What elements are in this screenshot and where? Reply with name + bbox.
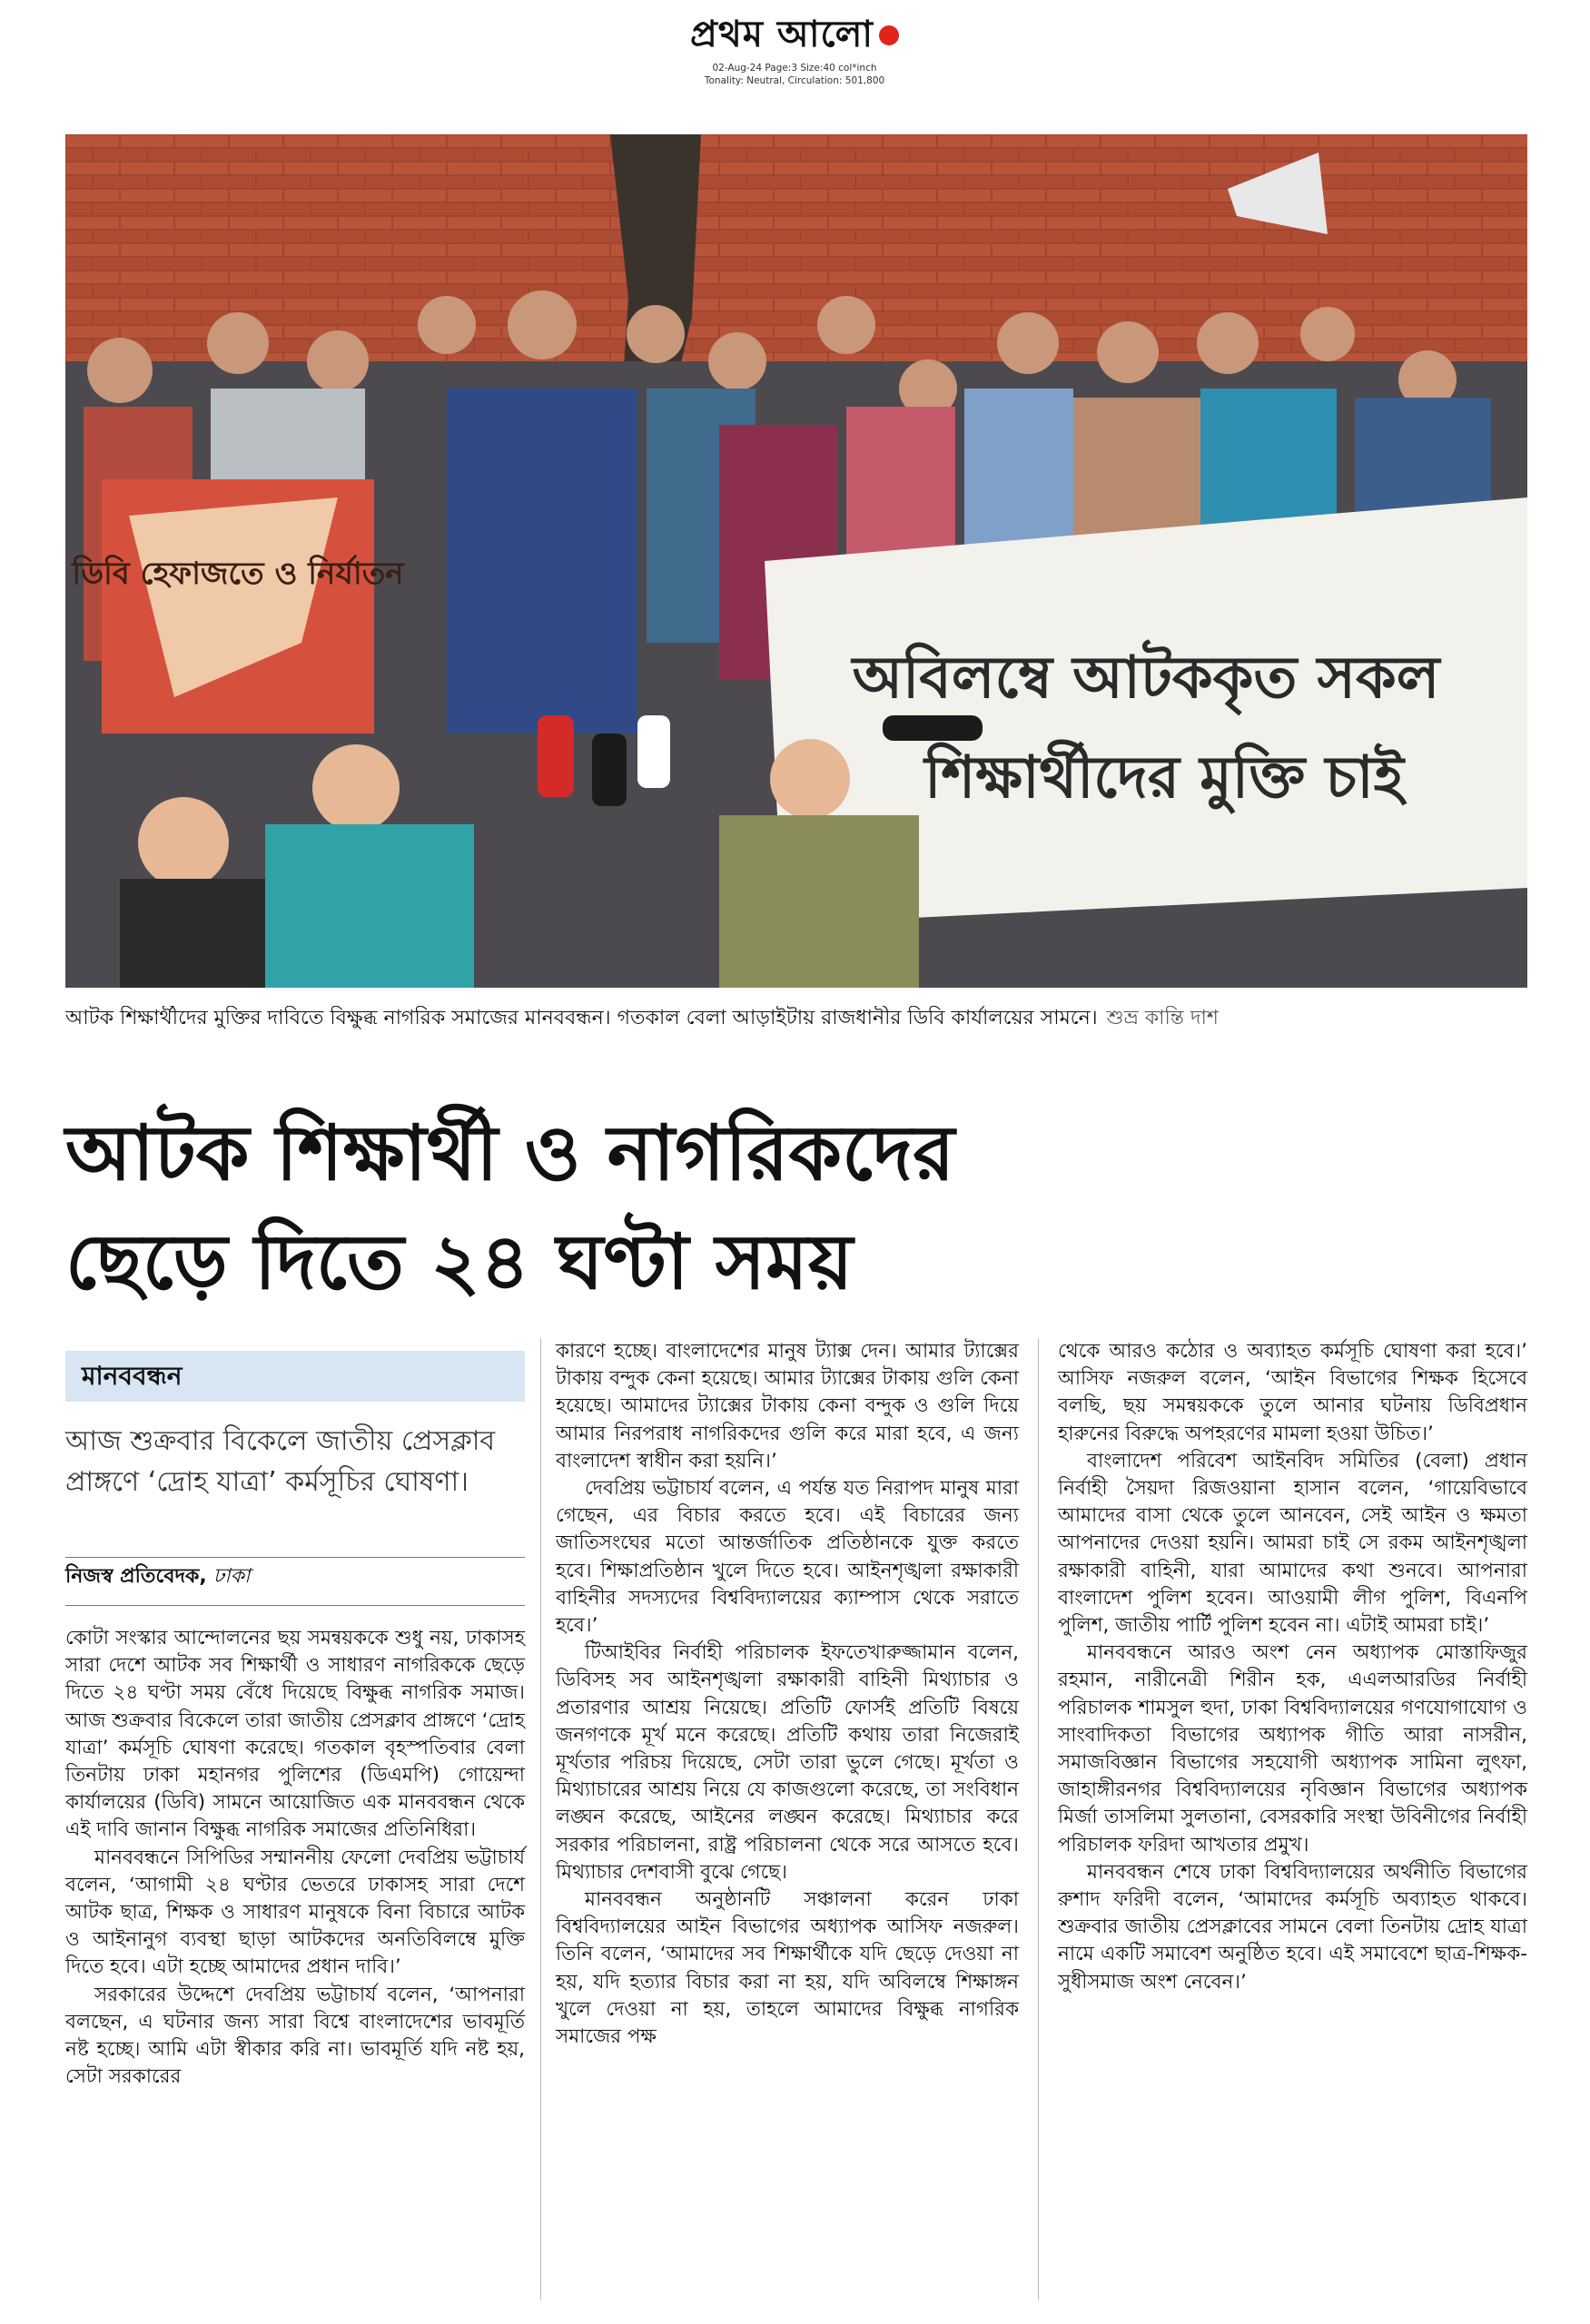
masthead: [0, 0, 1590, 109]
logo-text: প্রথম আলো: [689, 12, 874, 55]
article-intro: আজ শুক্রবার বিকেলে জাতীয় প্রেসক্লাব প্রাঙ্গণে ‘দ্রোহ যাত্রা’ কর্মসূচির ঘোষণা।: [65, 1425, 496, 1498]
photo-caption: [65, 1006, 1527, 1031]
paragraph: সরকারের উদ্দেশে দেবপ্রিয় ভট্টাচার্য বলেন, ‘আপনারা বলছেন, এ ঘটনার জন্য সারা বিশ্বে বাংলাদেশের ভাবমূর্তি নষ্ট হচ্ছে। আমি এটা স্বীকার করি না। ভাবমূর্তি যদি নষ্ট হয়, সেটা সরকারের: [65, 1983, 525, 2089]
paragraph: কোটা সংস্কার আন্দোলনের ছয় সমন্বয়ককে শুধু নয়, ঢাকাসহ সারা দেশে আটক সব শিক্ষার্থী ও সাধারণ নাগরিককে ছেড়ে দিতে ২৪ ঘণ্টা সময় বেঁধে দিয়েছে বিক্ষুব্ধ নাগরিক সমাজ। আজ শুক্রবার বিকেলে তারা জাতীয় প্রেসক্লাব প্রাঙ্গণে ‘দ্রোহ যাত্রা’ কর্মসূচি ঘোষণা করেছে। গতকাল বৃহস্পতিবার বেলা তিনটায় ঢাকা মহানগর পুলিশের (ডিএমপি) গোয়েন্দা কার্যালয়ের (ডিবি) সামনে আয়োজিত এক মানববন্ধন থেকে এই দাবি জানান বিক্ষুব্ধ নাগরিক সমাজের প্রতিনিধিরা।: [65, 1627, 525, 1842]
article-column-2: [556, 1338, 1019, 2051]
protest-photo-illustration: [65, 134, 1527, 988]
divider: [65, 1557, 525, 1558]
headline-line-2: ছেড়ে দিতে ২৪ ঘণ্টা সময়: [65, 1216, 854, 1306]
meta-line-1: 02-Aug-24 Page:3 Size:40 col*inch: [712, 63, 877, 74]
paragraph: কারণে হচ্ছে। বাংলাদেশের মানুষ ট্যাক্স দেন। আমার ট্যাক্সের টাকায় বন্দুক কেনা হয়েছে। আমার ট্যাক্সের টাকায় গুলি কেনা হয়েছে। আমাদের ট্যাক্সের টাকায় কেনা বন্দুক ও গুলি দিয়ে আমার নিরপরাধ নাগরিকদের গুলি করে মারা হবে, এ জন্য বাংলাদেশ স্বাধীন করা হয়নি।’: [556, 1340, 1019, 1472]
caption-text: আটক শিক্ষার্থীদের মুক্তির দাবিতে বিক্ষুব্ধ নাগরিক সমাজের মানববন্ধন। গতকাল বেলা আড়াইটায় রাজধানীর ডিবি কার্যালয়ের সামনে।: [65, 1007, 1098, 1029]
left-banner: [71, 479, 405, 734]
section-tag: মানববন্ধন: [65, 1351, 525, 1402]
paragraph: মানববন্ধন শেষে ঢাকা বিশ্ববিদ্যালয়ের অর্থনীতি বিভাগের রুশাদ ফরিদী বলেন, ‘আমাদের কর্মসূচি অব্যাহত থাকবে। শুক্রবার জাতীয় প্রেসক্লাবের সামনে বেলা তিনটায় দ্রোহ যাত্রা নামে একটি সমাবেশ অনুষ্ঠিত হবে। এই সমাবেশে ছাত্র-শিক্ষক-সুধীসমাজ অংশ নেবেন।’: [1058, 1860, 1527, 1994]
right-banner-line-1: অবিলম্বে আটককৃত সকল: [852, 645, 1440, 712]
article-column-1: [65, 1625, 525, 2091]
paragraph: মানববন্ধনে আরও অংশ নেন অধ্যাপক মোস্তাফিজুর রহমান, নারীনেত্রী শিরীন হক, এএলআরডির নির্বাহী পরিচালক শামসুল হুদা, ঢাকা বিশ্ববিদ্যালয়ের গণযোগাযোগ ও সাংবাদিকতা বিভাগের অধ্যাপক গীতি আরা নাসরীন, সমাজবিজ্ঞান বিভাগের সহযোগী অধ্যাপক সামিনা লুৎফা, জাহাঙ্গীরনগর বিশ্ববিদ্যালয়ের নৃবিজ্ঞান বিভাগের অধ্যাপক মির্জা তাসলিমা সুলতানা, বেসরকারি সংস্থা উবিনীগের নির্বাহী পরিচালক ফরিদা আখতার প্রমুখ।: [1058, 1641, 1527, 1856]
logo-sun-icon: [879, 25, 899, 45]
left-banner-text: ডিবি হেফাজতে ও নির্যাতন: [72, 556, 404, 592]
headline: [65, 1098, 1518, 1316]
paragraph: বাংলাদেশ পরিবেশ আইনবিদ সমিতির (বেলা) প্রধান নির্বাহী সৈয়দা রিজওয়ানা হাসান বলেন, ‘গায়েবিভাবে আমাদের বাসা থেকে তুলে আনবেন, সেই আইন ও ক্ষমতা আপনাদের দেওয়া হয়নি। আমরা চাই সে রকম আইনশৃঙ্খলা রক্ষাকারী বাহিনী, যারা আমাদের কথা শুনবে। আপনারা বাংলাদেশ পুলিশ হবেন। আওয়ামী লীগ পুলিশ, বিএনপি পুলিশ, জাতীয় পার্টি পুলিশ হবেন না। এটাই আমরা চাই।’: [1058, 1449, 1527, 1638]
paragraph: মানববন্ধন অনুষ্ঠানটি সঞ্চালনা করেন ঢাকা বিশ্ববিদ্যালয়ের আইন বিভাগের অধ্যাপক আসিফ নজরুল। তিনি বলেন, ‘আমাদের সব শিক্ষার্থীকে যদি ছেড়ে দেওয়া না হয়, যদি হত্যার বিচার করা না হয়, যদি অবিলম্বে শিক্ষাঙ্গন খুলে দেওয়া না হয়, তাহলে আমাদের বিক্ষুব্ধ নাগরিক সমাজের পক্ষ: [556, 1888, 1019, 2049]
article-column-3: [1058, 1338, 1527, 1996]
newspaper-logo: [676, 9, 913, 62]
byline: [65, 1563, 525, 1590]
meta-line-2: Tonality: Neutral, Circulation: 501,800: [704, 75, 885, 86]
paragraph: দেবপ্রিয় ভট্টাচার্য বলেন, এ পর্যন্ত যত নিরাপদ মানুষ মারা গেছেন, এর বিচার করতে হবে। এই বিচারের জন্য জাতিসংঘের মতো আন্তর্জাতিক প্রতিষ্ঠানকে যুক্ত করতে হবে। শিক্ষাপ্রতিষ্ঠান খুলে দিতে হবে। আইনশৃঙ্খলা রক্ষাকারী বাহিনীর সদস্যদের বিশ্ববিদ্যালয়ের ক্যাম্পাস থেকে সরাতে হবে।’: [556, 1477, 1019, 1638]
byline-author: নিজস্ব প্রতিবেদক,: [65, 1565, 207, 1588]
divider: [65, 1605, 525, 1606]
clipping-meta: [581, 62, 1008, 87]
column-divider: [540, 1338, 541, 2300]
paragraph: মানববন্ধনে সিপিডির সম্মাননীয় ফেলো দেবপ্রিয় ভট্টাচার্য বলেন, ‘আগামী ২৪ ঘণ্টার ভেতরে ঢাকাসহ সারা দেশে আটক ছাত্র, শিক্ষক ও সাধারণ মানুষকে বিনা বিচারে আটক ও আইনানুগ ব্যবস্থা ছাড়া আটকদের অনতিবিলম্বে মুক্তি দিতে হবে। এটা হচ্ছে আমাদের প্রধান দাবি।’: [65, 1846, 525, 1979]
right-banner-line-2: শিক্ষার্থীদের মুক্তি চাই: [924, 744, 1404, 812]
headline-line-1: আটক শিক্ষার্থী ও নাগরিকদের: [65, 1108, 955, 1197]
news-photo: [65, 134, 1527, 988]
photo-credit: শুভ্র কান্তি দাশ: [1106, 1007, 1219, 1029]
column-divider: [1038, 1338, 1039, 2300]
paragraph: থেকে আরও কঠোর ও অব্যাহত কর্মসূচি ঘোষণা করা হবে।’ আসিফ নজরুল বলেন, ‘আইন বিভাগের শিক্ষক হিসেবে বলছি, ছয় সমন্বয়ককে তুলে আনার ঘটনায় ডিবিপ্রধান হারুনের বিরুদ্ধে অপহরণের মামলা হওয়া উচিত।’: [1058, 1340, 1527, 1445]
byline-location: ঢাকা: [212, 1565, 251, 1588]
paragraph: টিআইবির নির্বাহী পরিচালক ইফতেখারুজ্জামান বলেন, ডিবিসহ সব আইনশৃঙ্খলা রক্ষাকারী বাহিনী মিথ্যাচার ও প্রতারণার আশ্রয় নিয়েছে। প্রতিটি ফোর্সই প্রতিটি বিষয়ে জনগণকে মূর্খ মনে করেছে। প্রতিটি কথায় তারা নিজেরাই মূর্খতার পরিচয় দিয়েছে, সেটা তারা ভুলে গেছে। মূর্খতা ও মিথ্যাচারের আশ্রয় নিয়ে যে কাজগুলো করেছে, তা সংবিধান লঙ্ঘন করেছে, আইনের লঙ্ঘন করেছে। মিথ্যাচার করে সরকার পরিচালনা, রাষ্ট্র পরিচালনা থেকে সরে আসতে হবে। মিথ্যাচার দেশবাসী বুঝে গেছে।: [556, 1641, 1019, 1884]
